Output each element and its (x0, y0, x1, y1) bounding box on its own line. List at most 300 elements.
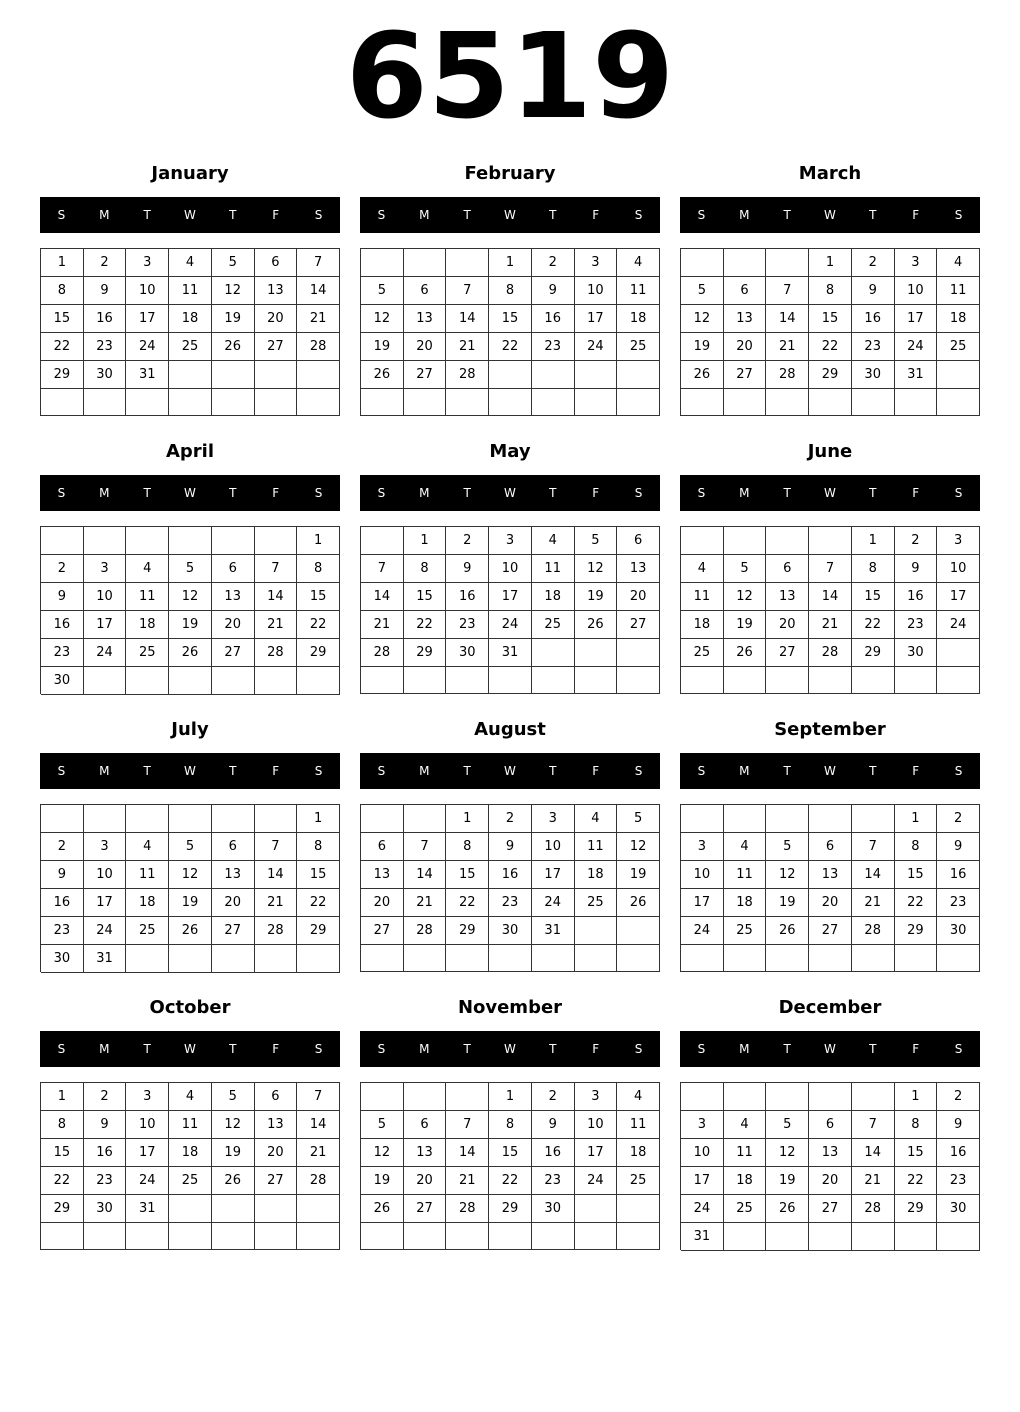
day-cell: 4 (937, 249, 980, 277)
day-cell: 9 (84, 277, 127, 305)
day-cell: 14 (446, 1139, 489, 1167)
month-name: September (774, 719, 886, 740)
weekday-label: F (592, 208, 600, 222)
weekday-label: T (143, 208, 151, 222)
weekday-label: F (272, 486, 280, 500)
day-cell (617, 389, 660, 416)
day-cell (169, 527, 212, 555)
day-cell (852, 667, 895, 694)
day-cell: 21 (255, 889, 298, 917)
day-cell: 11 (169, 277, 212, 305)
day-cell (361, 1083, 404, 1111)
weekday-label: S (57, 486, 66, 500)
weekday-label: S (377, 1042, 386, 1056)
day-cell (532, 1223, 575, 1250)
day-grid (680, 1082, 980, 1250)
day-grid (680, 526, 980, 694)
day-cell: 6 (617, 527, 660, 555)
weekday-label: F (272, 208, 280, 222)
day-cell: 26 (169, 917, 212, 945)
day-cell: 1 (446, 805, 489, 833)
day-cell (41, 389, 84, 416)
day-cell: 17 (84, 611, 127, 639)
day-cell: 1 (489, 249, 532, 277)
day-cell: 12 (212, 277, 255, 305)
day-cell (617, 945, 660, 972)
day-cell: 13 (809, 861, 852, 889)
day-cell: 31 (681, 1223, 724, 1251)
day-cell: 9 (41, 583, 84, 611)
day-cell: 25 (126, 917, 169, 945)
day-cell: 12 (681, 305, 724, 333)
weekday-label: S (57, 764, 66, 778)
day-cell: 26 (724, 639, 767, 667)
day-cell (297, 667, 340, 695)
day-cell: 26 (617, 889, 660, 917)
day-cell (809, 527, 852, 555)
day-cell: 10 (681, 1139, 724, 1167)
weekday-label: F (272, 1042, 280, 1056)
day-cell: 5 (361, 277, 404, 305)
day-cell: 15 (895, 861, 938, 889)
day-cell (724, 945, 767, 972)
day-cell (489, 945, 532, 972)
day-cell (361, 389, 404, 416)
day-cell: 28 (297, 333, 340, 361)
day-cell: 7 (297, 1083, 340, 1111)
day-cell: 2 (41, 833, 84, 861)
day-cell (212, 1195, 255, 1223)
day-cell (41, 805, 84, 833)
day-cell: 20 (212, 889, 255, 917)
day-cell (681, 805, 724, 833)
day-cell (212, 667, 255, 695)
day-cell: 29 (41, 1195, 84, 1223)
weekday-label: W (504, 208, 516, 222)
day-cell: 25 (169, 333, 212, 361)
day-cell: 1 (297, 527, 340, 555)
day-cell: 14 (766, 305, 809, 333)
day-cell: 31 (84, 945, 127, 973)
day-cell (575, 389, 618, 416)
weekday-label: S (634, 486, 643, 500)
day-cell (852, 805, 895, 833)
weekday-label: S (377, 764, 386, 778)
day-cell: 6 (255, 1083, 298, 1111)
weekday-label: S (57, 1042, 66, 1056)
day-cell (724, 527, 767, 555)
weekday-label: T (229, 1042, 237, 1056)
weekday-label: S (954, 1042, 963, 1056)
day-cell: 31 (532, 917, 575, 945)
day-cell: 20 (404, 333, 447, 361)
day-cell: 19 (361, 333, 404, 361)
day-cell (575, 667, 618, 694)
day-cell: 13 (212, 583, 255, 611)
day-cell: 28 (446, 361, 489, 389)
day-cell (575, 945, 618, 972)
day-cell (724, 1083, 767, 1111)
day-cell: 24 (575, 333, 618, 361)
day-cell (532, 639, 575, 667)
day-cell: 28 (404, 917, 447, 945)
day-cell: 24 (489, 611, 532, 639)
day-cell (169, 1195, 212, 1223)
day-cell: 28 (809, 639, 852, 667)
day-cell: 17 (895, 305, 938, 333)
day-cell: 5 (212, 1083, 255, 1111)
weekday-label: T (869, 764, 877, 778)
day-cell: 14 (404, 861, 447, 889)
day-cell: 22 (852, 611, 895, 639)
day-cell: 6 (766, 555, 809, 583)
day-cell: 7 (852, 833, 895, 861)
day-cell: 30 (446, 639, 489, 667)
day-cell: 7 (297, 249, 340, 277)
day-cell: 20 (724, 333, 767, 361)
day-cell: 11 (937, 277, 980, 305)
day-cell: 19 (575, 583, 618, 611)
day-cell: 18 (617, 305, 660, 333)
weekday-label: M (99, 764, 110, 778)
day-cell: 5 (681, 277, 724, 305)
day-cell: 18 (575, 861, 618, 889)
day-cell: 14 (255, 583, 298, 611)
day-cell: 16 (446, 583, 489, 611)
day-cell: 2 (84, 249, 127, 277)
day-cell: 8 (446, 833, 489, 861)
month-name: December (778, 997, 882, 1018)
day-cell: 5 (766, 1111, 809, 1139)
day-cell: 2 (84, 1083, 127, 1111)
day-cell: 29 (852, 639, 895, 667)
day-cell: 28 (852, 917, 895, 945)
day-cell: 1 (895, 1083, 938, 1111)
day-cell (404, 1083, 447, 1111)
day-grid (40, 248, 340, 416)
day-cell: 14 (446, 305, 489, 333)
day-cell: 4 (681, 555, 724, 583)
day-cell: 7 (809, 555, 852, 583)
weekday-label: W (504, 764, 516, 778)
weekday-label: M (99, 208, 110, 222)
day-cell (446, 1083, 489, 1111)
day-cell: 24 (126, 333, 169, 361)
day-cell: 3 (126, 249, 169, 277)
weekday-label: S (697, 208, 706, 222)
day-cell: 22 (895, 1167, 938, 1195)
day-cell: 23 (532, 1167, 575, 1195)
day-cell: 5 (169, 555, 212, 583)
day-cell (724, 805, 767, 833)
day-cell: 28 (446, 1195, 489, 1223)
day-cell (617, 667, 660, 694)
day-cell: 13 (617, 555, 660, 583)
day-cell: 26 (212, 333, 255, 361)
day-cell: 23 (532, 333, 575, 361)
day-cell: 21 (852, 889, 895, 917)
day-cell (852, 1083, 895, 1111)
day-cell (895, 667, 938, 694)
weekday-label: S (314, 764, 323, 778)
weekday-label: T (549, 764, 557, 778)
weekday-label: T (463, 486, 471, 500)
day-cell: 10 (489, 555, 532, 583)
day-cell (766, 249, 809, 277)
day-cell: 26 (361, 1195, 404, 1223)
day-cell (937, 639, 980, 667)
day-cell: 29 (895, 1195, 938, 1223)
day-cell: 30 (937, 1195, 980, 1223)
day-cell: 20 (617, 583, 660, 611)
day-cell: 8 (41, 1111, 84, 1139)
day-cell: 16 (41, 889, 84, 917)
weekday-label: W (184, 1042, 196, 1056)
day-cell: 17 (532, 861, 575, 889)
day-cell: 6 (255, 249, 298, 277)
day-cell: 22 (809, 333, 852, 361)
day-cell: 18 (169, 305, 212, 333)
day-cell (446, 945, 489, 972)
day-cell: 5 (575, 527, 618, 555)
day-cell: 27 (212, 639, 255, 667)
weekday-label: S (697, 764, 706, 778)
weekday-label: M (419, 486, 430, 500)
day-cell: 6 (724, 277, 767, 305)
weekday-label: T (143, 486, 151, 500)
weekday-label: S (697, 1042, 706, 1056)
day-cell: 2 (446, 527, 489, 555)
day-cell: 6 (212, 555, 255, 583)
day-cell: 23 (895, 611, 938, 639)
day-cell: 12 (212, 1111, 255, 1139)
day-cell (617, 1223, 660, 1250)
day-cell: 3 (937, 527, 980, 555)
month-name: October (149, 997, 231, 1018)
day-cell: 27 (361, 917, 404, 945)
day-cell (169, 1223, 212, 1250)
weekday-label: F (912, 1042, 920, 1056)
weekday-header (360, 197, 660, 233)
day-cell: 8 (297, 833, 340, 861)
day-cell: 24 (84, 917, 127, 945)
day-cell: 5 (724, 555, 767, 583)
day-cell: 27 (724, 361, 767, 389)
day-cell (809, 1083, 852, 1111)
day-cell: 18 (681, 611, 724, 639)
day-cell (255, 389, 298, 416)
day-cell: 18 (724, 889, 767, 917)
day-cell: 25 (575, 889, 618, 917)
day-cell: 26 (766, 917, 809, 945)
day-cell (809, 945, 852, 972)
weekday-label: S (57, 208, 66, 222)
day-cell: 15 (41, 305, 84, 333)
day-cell: 11 (681, 583, 724, 611)
day-cell (575, 1195, 618, 1223)
day-cell (169, 945, 212, 973)
day-cell (212, 805, 255, 833)
day-cell: 15 (895, 1139, 938, 1167)
day-cell (532, 945, 575, 972)
day-cell: 15 (489, 305, 532, 333)
day-cell: 18 (617, 1139, 660, 1167)
day-cell (212, 389, 255, 416)
day-cell (617, 1195, 660, 1223)
day-cell: 27 (404, 1195, 447, 1223)
day-cell: 16 (937, 1139, 980, 1167)
day-cell: 13 (212, 861, 255, 889)
day-cell (212, 527, 255, 555)
day-cell: 12 (766, 1139, 809, 1167)
day-cell: 11 (126, 861, 169, 889)
day-cell: 18 (126, 611, 169, 639)
weekday-label: S (314, 1042, 323, 1056)
day-cell (361, 1223, 404, 1250)
weekday-label: F (912, 764, 920, 778)
day-cell: 24 (681, 1195, 724, 1223)
day-cell: 17 (575, 305, 618, 333)
day-cell (212, 361, 255, 389)
weekday-label: T (869, 208, 877, 222)
day-cell: 2 (532, 249, 575, 277)
day-cell: 9 (852, 277, 895, 305)
day-cell: 4 (724, 1111, 767, 1139)
day-cell: 8 (489, 277, 532, 305)
day-cell (297, 361, 340, 389)
day-cell: 1 (297, 805, 340, 833)
day-cell (84, 1223, 127, 1250)
weekday-label: M (419, 208, 430, 222)
day-cell: 11 (126, 583, 169, 611)
day-cell (575, 361, 618, 389)
day-cell (126, 389, 169, 416)
day-cell: 3 (84, 555, 127, 583)
day-cell: 30 (895, 639, 938, 667)
day-grid (40, 804, 340, 972)
day-cell: 13 (404, 1139, 447, 1167)
day-cell: 1 (41, 249, 84, 277)
day-cell: 2 (41, 555, 84, 583)
day-cell: 6 (404, 277, 447, 305)
day-cell: 29 (895, 917, 938, 945)
day-cell: 22 (489, 1167, 532, 1195)
day-cell: 29 (297, 917, 340, 945)
day-cell: 28 (255, 917, 298, 945)
day-cell: 22 (297, 611, 340, 639)
day-cell: 13 (404, 305, 447, 333)
day-cell: 6 (361, 833, 404, 861)
day-cell (404, 667, 447, 694)
day-cell (489, 1223, 532, 1250)
month-name: June (807, 441, 853, 462)
day-cell: 22 (404, 611, 447, 639)
weekday-label: T (463, 1042, 471, 1056)
weekday-label: M (99, 486, 110, 500)
day-cell: 29 (41, 361, 84, 389)
day-cell: 26 (766, 1195, 809, 1223)
month-name: August (474, 719, 546, 740)
day-cell (809, 1223, 852, 1251)
day-cell (212, 945, 255, 973)
day-cell: 21 (766, 333, 809, 361)
day-cell: 24 (681, 917, 724, 945)
day-cell: 14 (255, 861, 298, 889)
day-cell: 21 (361, 611, 404, 639)
day-cell: 28 (361, 639, 404, 667)
day-cell (446, 249, 489, 277)
day-cell (404, 1223, 447, 1250)
day-cell: 25 (724, 1195, 767, 1223)
weekday-label: F (912, 486, 920, 500)
day-cell (766, 945, 809, 972)
day-cell: 30 (532, 1195, 575, 1223)
weekday-label: S (314, 208, 323, 222)
day-cell: 31 (489, 639, 532, 667)
day-cell: 29 (809, 361, 852, 389)
day-cell: 7 (255, 833, 298, 861)
day-cell (404, 805, 447, 833)
day-cell (766, 1223, 809, 1251)
day-cell (169, 389, 212, 416)
day-cell (297, 389, 340, 416)
weekday-label: T (783, 208, 791, 222)
day-cell (361, 667, 404, 694)
day-cell: 5 (169, 833, 212, 861)
weekday-label: F (272, 764, 280, 778)
month-name: January (151, 163, 229, 184)
weekday-label: T (549, 208, 557, 222)
day-cell: 10 (84, 583, 127, 611)
day-cell: 18 (169, 1139, 212, 1167)
day-cell: 27 (809, 1195, 852, 1223)
day-cell: 10 (126, 277, 169, 305)
day-cell (852, 1223, 895, 1251)
day-cell: 31 (126, 361, 169, 389)
day-cell: 13 (255, 277, 298, 305)
day-cell (41, 527, 84, 555)
day-cell: 11 (724, 1139, 767, 1167)
day-cell (489, 389, 532, 416)
month-name: July (171, 719, 209, 740)
day-cell: 29 (446, 917, 489, 945)
day-cell: 22 (41, 333, 84, 361)
weekday-label: M (99, 1042, 110, 1056)
weekday-label: S (697, 486, 706, 500)
day-cell (84, 805, 127, 833)
day-cell: 16 (937, 861, 980, 889)
day-cell: 17 (84, 889, 127, 917)
day-cell: 19 (212, 305, 255, 333)
day-cell (681, 249, 724, 277)
day-cell (809, 389, 852, 416)
weekday-label: T (143, 764, 151, 778)
day-cell (766, 389, 809, 416)
day-cell: 22 (297, 889, 340, 917)
day-cell: 15 (446, 861, 489, 889)
weekday-label: T (783, 486, 791, 500)
day-cell: 29 (297, 639, 340, 667)
day-cell: 2 (895, 527, 938, 555)
day-cell (575, 917, 618, 945)
day-cell: 23 (937, 1167, 980, 1195)
day-cell: 9 (41, 861, 84, 889)
day-cell: 19 (766, 889, 809, 917)
day-cell (297, 1195, 340, 1223)
day-cell: 8 (852, 555, 895, 583)
day-cell: 28 (766, 361, 809, 389)
day-cell: 8 (404, 555, 447, 583)
